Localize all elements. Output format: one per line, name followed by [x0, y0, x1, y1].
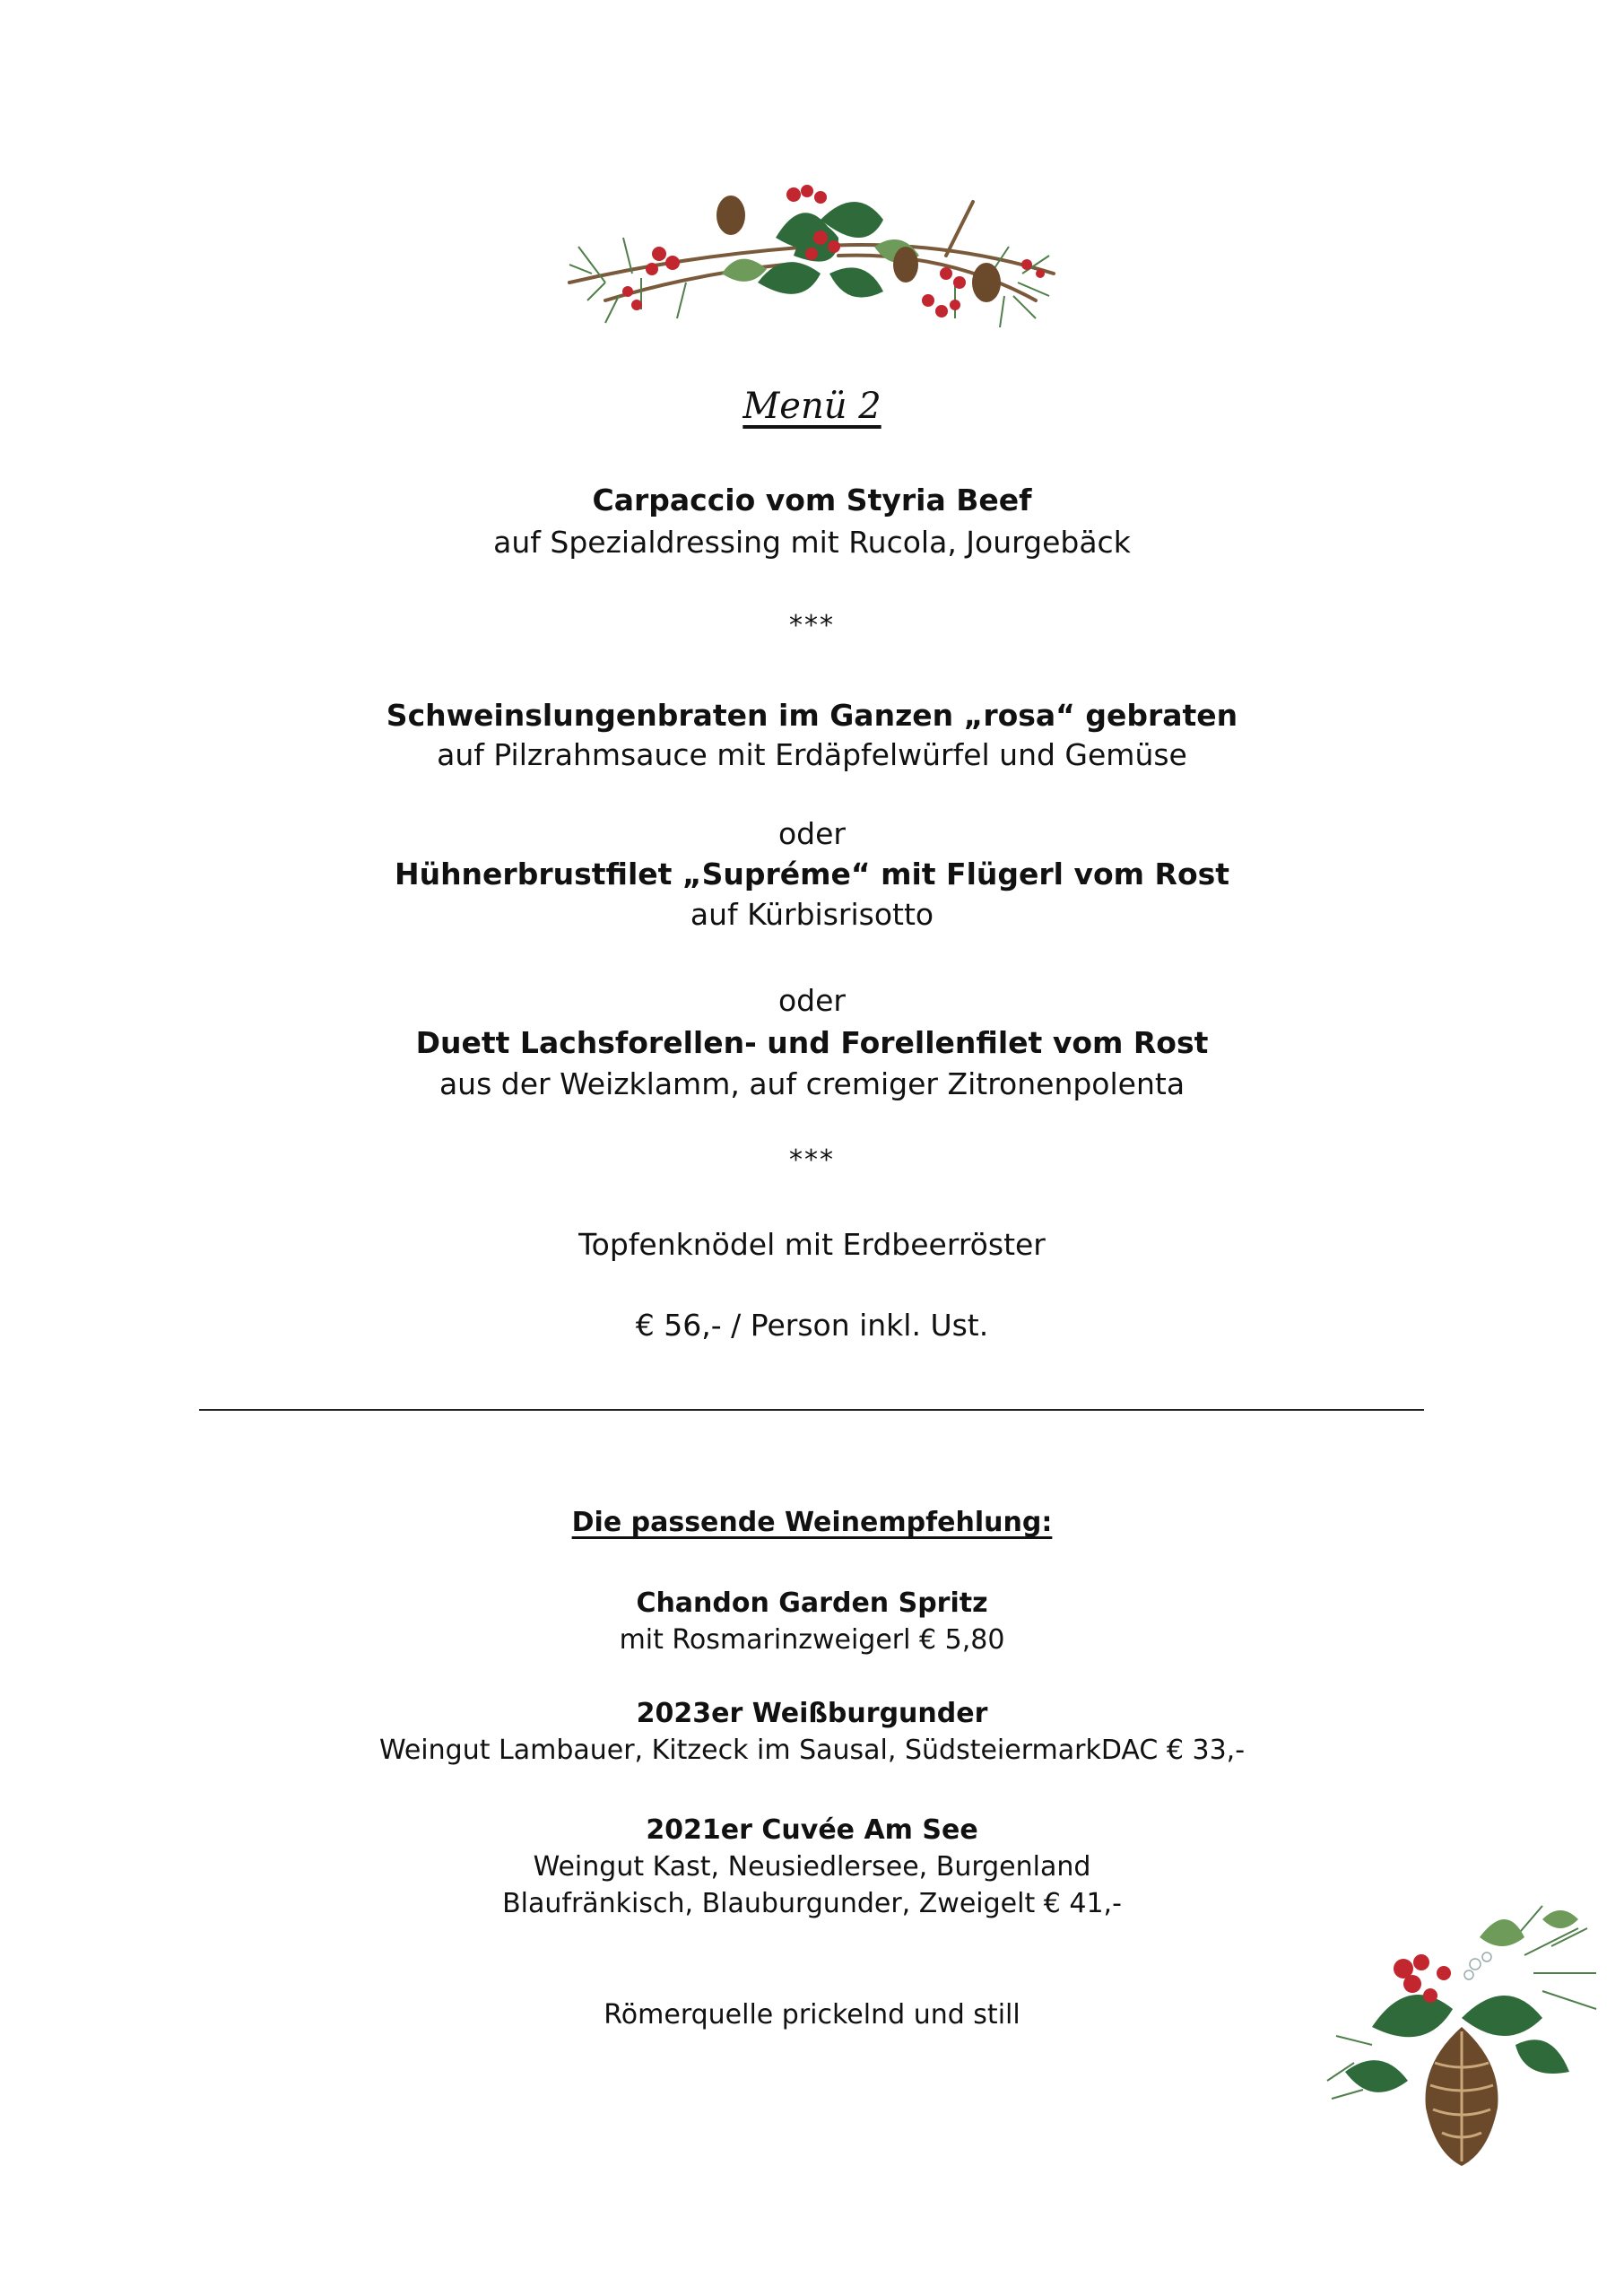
- wine-item-name: 2023er Weißburgunder: [636, 1698, 988, 1729]
- starter-name: Carpaccio vom Styria Beef: [592, 483, 1032, 517]
- course-separator: ***: [789, 1144, 835, 1176]
- starter-description: auf Spezialdressing mit Rucola, Jourgebäck: [493, 525, 1131, 560]
- wine-item-name: Chandon Garden Spritz: [636, 1587, 988, 1619]
- main-course-3-description: aus der Weizklamm, auf cremiger Zitronenpolenta: [439, 1066, 1185, 1101]
- wine-item-detail: Blaufränkisch, Blauburgunder, Zweigelt € 41,-: [502, 1888, 1122, 1919]
- holly-garland-icon: [551, 148, 1072, 345]
- wine-item-detail: Weingut Lambauer, Kitzeck im Sausal, SüdsteiermarkDAC € 33,-: [378, 1735, 1246, 1766]
- main-course-2-description: auf Kürbisrisotto: [690, 897, 934, 932]
- main-course-1-description: auf Pilzrahmsauce mit Erdäpfelwürfel und Gemüse: [437, 737, 1187, 772]
- main-course-1-name: Schweinslungenbraten im Ganzen „rosa“ gebraten: [386, 698, 1238, 733]
- menu-title: Menü 2: [743, 386, 881, 427]
- wine-heading: Die passende Weinempfehlung:: [571, 1507, 1053, 1538]
- main-course-3-name: Duett Lachsforellen- und Forellenfilet vom Rost: [415, 1025, 1209, 1060]
- water-item: Römerquelle prickelnd und still: [604, 1999, 1020, 2031]
- or-label: oder: [777, 816, 846, 851]
- course-separator: ***: [789, 610, 835, 641]
- dessert: Topfenknödel mit Erdbeerröster: [578, 1227, 1046, 1262]
- menu-price: € 56,- / Person inkl. Ust.: [635, 1308, 989, 1343]
- pinecone-holly-icon: [1318, 1901, 1605, 2170]
- wine-item-name: 2021er Cuvée Am See: [646, 1814, 978, 1846]
- main-course-2-name: Hühnerbrustfilet „Supréme“ mit Flügerl vom Rost: [394, 857, 1230, 891]
- wine-item-detail: Weingut Kast, Neusiedlersee, Burgenland: [533, 1851, 1091, 1883]
- or-label: oder: [777, 983, 846, 1018]
- wine-item-detail: mit Rosmarinzweigerl € 5,80: [619, 1624, 1005, 1656]
- section-divider: [199, 1409, 1424, 1411]
